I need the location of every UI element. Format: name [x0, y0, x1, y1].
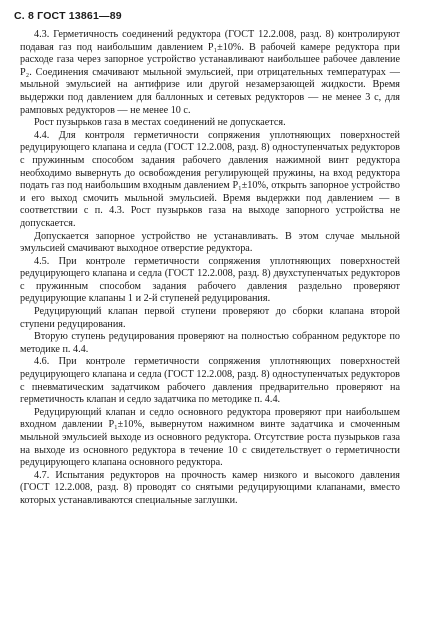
paragraph: 4.7. Испытания редукторов на прочность камер низкого и высокого давления (ГОСТ 12.2.008, разд. 8) проводят со снятыми редуцирующими клапанами, вместо которых устанавливаются специальные заглушки.: [20, 469, 400, 506]
document-body: [20, 29, 400, 508]
paragraph: Рост пузырьков газа в местах соединений не допускается.: [34, 117, 286, 129]
paragraph: Редуцирующий клапан первой ступени проверяют до сборки клапана второй ступени редуцирования.: [20, 306, 400, 330]
paragraph: Вторую ступень редуцирования проверяют на полностью собранном редукторе по методике п. 4.4.: [20, 331, 400, 355]
paragraph: 4.3. Герметичность соединений редуктора (ГОСТ 12.2.008, разд. 8) контролируют подавая газ под наибольшим давлением P₁±10%. В рабочей камере редуктора при расходе газа через запорное устройство устанавливают наибольшее рабочее давление P₂. Соединения смачивают мыльной эмульсией, при отрицательных температурах — мыльной эмульсией на антифризе или другой незамерзающей жидкости. Время выдержки под давлением для баллонных и сетевых редукторов — не менее 3 с, для рамповых редукторов — не менее 10 с.: [20, 29, 400, 116]
paragraph: Редуцирующий клапан и седло основного редуктора проверяют при наибольшем входном давлении P₁±10%, вывернутом нажимном винте задатчика и смоченным мыльной эмульсией выходе из основного редуктора. Отсутствие роста пузырьков газа на выходе из основного редуктора в течение 10 с свидетельствует о герметичности редуцирующего клапана основного редуктора.: [20, 406, 400, 469]
paragraph: 4.6. При контроле герметичности сопряжения уплотняющих поверхностей редуцирующего клапана и седла (ГОСТ 12.2.008, разд. 8) одноступенчатых редукторов с пневматическим задатчиком рабочего давления предварительно проверяют на герметичность клапан и седло задатчика по методике п. 4.4.: [20, 356, 400, 406]
paragraph: Допускается запорное устройство не устанавливать. В этом случае мыльной эмульсией смачивают выходное отверстие редуктора.: [20, 230, 400, 255]
paragraph: 4.4. Для контроля герметичности сопряжения уплотняющих поверхностей редуцирующего клапана и седла (ГОСТ 12.2.008, разд. 8) одноступенчатых редукторов с пружинным способом задания рабочего давления нажимной винт редуктора необходимо вывернуть до освобождения регулирующей пружины, на вход редуктора подать газ под наибольшим входным давлением P₁±10%, открыть запорное устройство и его выход смочить мыльной эмульсией. Время выдержки под давлением — в соответствии с п. 4.3. Рост пузырьков газа на выходе запорного устройства не допускается.: [20, 129, 400, 229]
paragraph: 4.5. При контроле герметичности сопряжения уплотняющих поверхностей редуцирующего клапана и седла (ГОСТ 12.2.008, разд. 8) двухступенчатых редукторов с пружинным способом задания рабочего давления раздельно проверяют редуцирующие клапаны 1 и 2-й ступеней редуцирования.: [20, 255, 400, 305]
page-header: С. 8 ГОСТ 13861—89: [14, 10, 122, 22]
